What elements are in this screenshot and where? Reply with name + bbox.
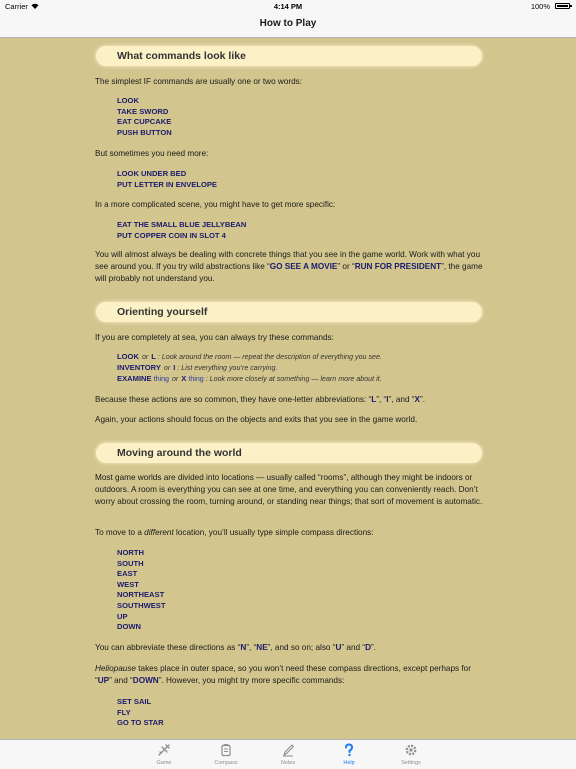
text: ” and “	[109, 676, 133, 685]
settings-icon	[404, 743, 418, 757]
carrier-label: Carrier	[5, 2, 28, 11]
command-item: LOOK	[117, 96, 139, 105]
command-inline: GO SEE A MOVIE	[269, 262, 338, 271]
help-content[interactable]	[0, 38, 576, 739]
command-item: PUSH BUTTON	[117, 127, 172, 137]
command-inline: NE	[256, 643, 268, 652]
direction-item: SOUTHWEST	[117, 600, 166, 610]
command-variable: thing	[153, 375, 169, 383]
command-definition-examine	[117, 373, 382, 385]
text: You will almost always be dealing with concrete things that you see in the game world. Work with what you see around you. If you try wild abstractions like “	[95, 250, 481, 271]
command-item: EAT CUPCAKE	[117, 117, 172, 127]
text: ”. However, you might try more specific commands:	[158, 676, 345, 685]
paragraph-different	[95, 527, 485, 539]
command-inline: L	[371, 395, 377, 404]
text: ”, and “	[388, 395, 415, 404]
paragraph-direction-abbr	[95, 642, 485, 654]
paragraph: The simplest IF commands are usually one or two words:	[95, 77, 303, 86]
tab-label: Game	[156, 760, 172, 766]
text: ” or “	[337, 262, 355, 271]
paragraph: Most game worlds are divided into locations — usually called “rooms”, although they might be indoors or outdoors. A room is everything you can see at one time, and everything you can conveniently reach. Don’t worry about crossing the room, turning around, or standing near things; that sort of movement is automatic.	[95, 473, 483, 506]
command-list-more	[117, 169, 217, 190]
paragraph: But sometimes you need more:	[95, 149, 209, 158]
command-list-simple	[117, 96, 172, 138]
command-abbr: I	[173, 363, 176, 372]
tab-label: Notes	[280, 760, 296, 766]
command-abbr: L	[151, 352, 156, 361]
direction-item: NORTH	[117, 548, 144, 557]
command-description: : List everything you’re carrying.	[177, 364, 278, 372]
command-item: PUT COPPER COIN IN SLOT 4	[117, 230, 226, 240]
command-inline: RUN FOR PRESIDENT	[354, 262, 442, 271]
command-name: EXAMINE	[117, 374, 152, 383]
command-description: : Look more closely at something — learn more about it.	[205, 375, 382, 383]
or-text: or	[141, 353, 149, 361]
direction-item: DOWN	[117, 622, 142, 632]
command-inline: X	[414, 395, 420, 404]
command-variable: thing	[188, 375, 204, 383]
command-inline: N	[240, 643, 247, 652]
page-title: How to Play	[259, 18, 317, 29]
tab-label: Compass	[214, 760, 238, 766]
tab-game[interactable]	[139, 743, 189, 766]
notes-icon	[281, 743, 295, 757]
text: takes place in outer space, so you won’t need these compass directions, except perhaps for “	[95, 664, 471, 685]
paragraph: Again, your actions should focus on the objects and exits that you see in the game world.	[95, 415, 418, 424]
command-description: : Look around the room — repeat the description of everything you see.	[157, 353, 382, 361]
text: ”.	[370, 643, 376, 652]
paragraph-abbreviations	[95, 394, 485, 406]
command-inline: U	[335, 643, 342, 652]
tab-label: Help	[343, 760, 355, 766]
paragraph-concrete	[95, 249, 485, 285]
direction-item: SOUTH	[117, 558, 144, 568]
compass-icon	[219, 743, 233, 757]
command-item: SET SAIL	[117, 697, 152, 706]
text: To move to a	[95, 528, 145, 537]
section-header-orienting	[96, 302, 482, 322]
tab-settings[interactable]	[386, 743, 436, 766]
text: ”, “	[376, 395, 387, 404]
game-icon	[157, 743, 171, 757]
section-header-commands	[96, 46, 482, 66]
command-item: EAT THE SMALL BLUE JELLYBEAN	[117, 220, 247, 229]
or-text: or	[163, 364, 171, 372]
command-abbr: X	[181, 374, 187, 383]
text: Because these actions are so common, they have one-letter abbreviations: “	[95, 395, 372, 404]
text: ” and “	[341, 643, 366, 652]
section-header-moving	[96, 443, 482, 463]
command-list-directions	[117, 548, 166, 633]
battery-percent: 100%	[530, 2, 550, 11]
emphasis: different	[144, 528, 174, 537]
paragraph: In a more complicated scene, you might have to get more specific:	[95, 200, 336, 209]
help-icon	[342, 743, 356, 757]
command-item: GO TO STAR	[117, 718, 164, 728]
game-title-emphasis: Heliopause	[95, 664, 136, 673]
command-inline: D	[365, 643, 371, 652]
direction-item: UP	[117, 611, 128, 621]
command-inline: I	[386, 395, 389, 404]
command-name: INVENTORY	[117, 363, 161, 372]
text: ”.	[420, 395, 426, 404]
tab-help[interactable]	[324, 743, 374, 766]
text: You can abbreviate these directions as “	[95, 643, 241, 652]
clock: 4:14 PM	[273, 2, 303, 11]
command-item: FLY	[117, 707, 131, 717]
direction-item: WEST	[117, 579, 139, 589]
text: location, you’ll usually type simple compass directions:	[173, 528, 374, 537]
tab-bar	[0, 739, 576, 769]
tab-notes[interactable]	[263, 743, 313, 766]
command-inline: DOWN	[132, 676, 159, 685]
command-name: LOOK	[117, 352, 139, 361]
tab-label: Settings	[401, 760, 421, 766]
battery-icon	[555, 3, 570, 9]
command-list-space	[117, 697, 164, 729]
or-text: or	[171, 375, 179, 383]
text: ”, and so on; also “	[267, 643, 336, 652]
text: ”, the game will probably not understand you.	[95, 262, 483, 283]
status-bar	[0, 0, 576, 13]
paragraph: If you are completely at sea, you can always try these commands:	[95, 333, 334, 342]
command-list-specific	[117, 220, 246, 241]
command-item: LOOK UNDER BED	[117, 169, 187, 178]
command-inline: UP	[97, 676, 110, 685]
direction-item: NORTHEAST	[117, 590, 165, 600]
direction-item: EAST	[117, 569, 138, 579]
tab-compass[interactable]	[201, 743, 251, 766]
nav-bar	[0, 13, 576, 38]
text: ”, “	[246, 643, 257, 652]
command-item: TAKE SWORD	[117, 106, 169, 116]
command-item: PUT LETTER IN ENVELOPE	[117, 179, 217, 189]
section-title: Orienting yourself	[117, 306, 208, 318]
paragraph-heliopause	[95, 663, 485, 687]
section-title: What commands look like	[117, 50, 246, 62]
section-title: Moving around the world	[117, 447, 242, 459]
